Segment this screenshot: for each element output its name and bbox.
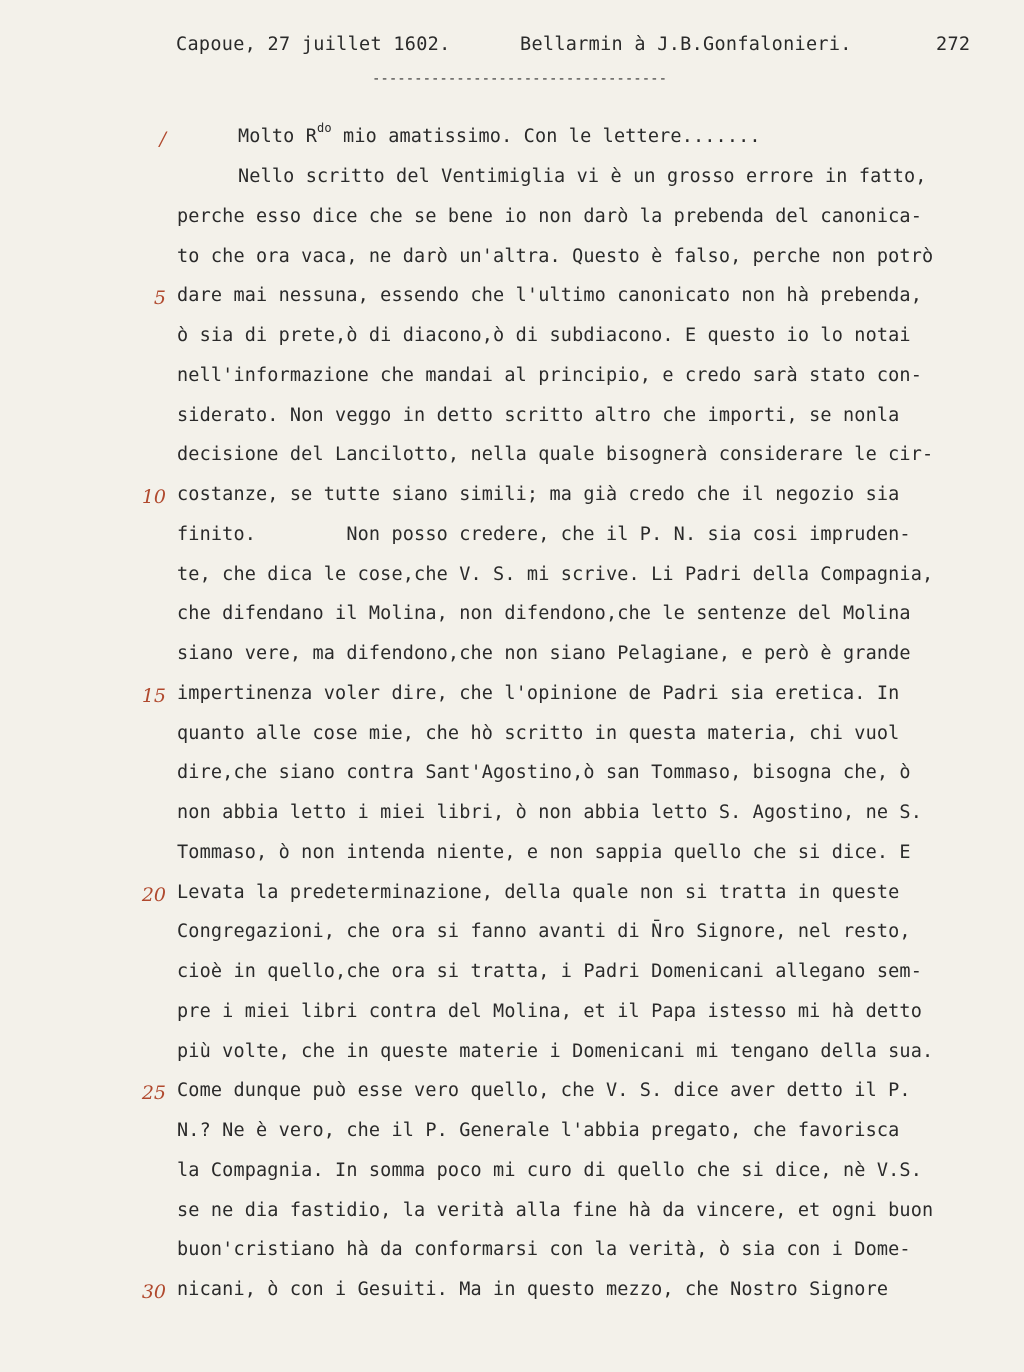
text-line <box>0 1076 1024 1106</box>
line-text: Congregazioni, che ora si fanno avanti di N̄ro Signore, nel resto, <box>177 921 911 943</box>
line-text: decisione del Lancilotto, nella quale bisognerà considerare le cir- <box>177 444 934 466</box>
line-text: Nello scritto del Ventimiglia vi è un grosso errore in fatto, <box>238 166 927 187</box>
salutation-post: mio amatissimo. Con le lettere....... <box>331 126 761 147</box>
header-rule: ----------------------------------- <box>372 72 668 86</box>
line-text: che difendano il Molina, non difendono,che le sentenze del Molina <box>177 603 911 625</box>
line-text: pre i miei libri contra del Molina, et il Papa istesso mi hà detto <box>177 1000 923 1022</box>
text-line <box>0 401 1024 431</box>
text-line <box>0 798 1024 828</box>
place-date: Capoue, 27 juillet 1602. <box>176 34 451 55</box>
line-text: impertinenza voler dire, che l'opinione de Padri sia eretica. In <box>177 682 900 704</box>
text-line <box>0 480 1024 510</box>
line-text: siano vere, ma difendono,che non siano Pelagiane, e però è grande <box>177 643 911 664</box>
line-text: dire,che siano contra Sant'Agostino,ò san Tommaso, bisogna che, ò <box>177 762 911 784</box>
text-line <box>0 281 1024 311</box>
text-line <box>0 440 1024 470</box>
text-line <box>0 878 1024 908</box>
text-line <box>0 242 1024 272</box>
line-text: più volte, che in queste materie i Domenicani mi tengano della sua. <box>177 1040 934 1062</box>
text-line <box>0 719 1024 749</box>
line-number: 5 <box>153 287 166 310</box>
text-line <box>0 1275 1024 1305</box>
line-number: 20 <box>141 883 166 906</box>
salutation <box>238 122 761 152</box>
salutation-pre: Molto R <box>238 126 318 147</box>
opening-line <box>0 122 1024 152</box>
line-text: finito. Non posso credere, che il P. N. sia cosi impruden- <box>177 523 911 545</box>
correspondents: Bellarmin à J.B.Gonfalonieri. <box>520 34 852 55</box>
text-line <box>0 639 1024 669</box>
text-line <box>0 321 1024 351</box>
line-text: nicani, ò con i Gesuiti. Ma in questo mezzo, che Nostro Signore <box>177 1279 889 1300</box>
text-line <box>0 1116 1024 1146</box>
line-text: Tommaso, ò non intenda niente, e non sappia quello che si dice. E <box>177 841 911 863</box>
line-number: 10 <box>141 486 166 508</box>
text-line <box>0 202 1024 232</box>
text-line <box>0 162 1024 192</box>
text-line <box>0 957 1024 987</box>
text-line <box>0 758 1024 788</box>
line-text: buon'cristiano hà da conformarsi con la verità, ò sia con i Dome- <box>177 1239 911 1261</box>
text-line <box>0 560 1024 590</box>
line-text: Come dunque può esse vero quello, che V. S. dice aver detto il P. <box>177 1080 911 1102</box>
text-line <box>0 520 1024 550</box>
line-text: siderato. Non veggo in detto scritto altro che importi, se nonla <box>177 404 900 426</box>
text-line <box>0 1037 1024 1067</box>
line-text: la Compagnia. In somma poco mi curo di quello che si dice, nè V.S. <box>177 1159 923 1181</box>
text-line <box>0 361 1024 391</box>
salutation-sup: do <box>317 121 332 135</box>
line-text: non abbia letto i miei libri, ò non abbia letto S. Agostino, ne S. <box>177 802 923 823</box>
line-text: ò sia di prete,ò di diacono,ò di subdiacono. E questo io lo notai <box>177 325 911 346</box>
line-text: N.? Ne è vero, che il P. Generale l'abbia pregato, che favorisca <box>177 1120 900 1141</box>
line-text: perche esso dice che se bene io non darò la prebenda del canonica- <box>177 205 923 227</box>
line-text: cioè in quello,che ora si tratta, i Padri Domenicani allegano sem- <box>177 961 923 982</box>
line-mark: / <box>159 128 166 150</box>
page-number: 272 <box>936 34 971 55</box>
text-line <box>0 1235 1024 1265</box>
line-text: nell'informazione che mandai al principio, e credo sarà stato con- <box>177 364 923 386</box>
line-number: 25 <box>141 1082 166 1105</box>
text-line <box>0 599 1024 629</box>
line-text: Levata la predeterminazione, della quale non si tratta in queste <box>177 881 900 903</box>
text-line <box>0 1196 1024 1226</box>
line-text: dare mai nessuna, essendo che l'ultimo canonicato non hà prebenda, <box>177 285 923 307</box>
text-line <box>0 997 1024 1027</box>
line-text: se ne dia fastidio, la verità alla fine hà da vincere, et ogni buon <box>177 1199 934 1221</box>
line-text: to che ora vaca, ne darò un'altra. Questo è falso, perche non potrò <box>177 245 934 267</box>
line-number: 15 <box>141 684 166 707</box>
line-text: quanto alle cose mie, che hò scritto in questa materia, chi vuol <box>177 722 900 744</box>
text-line <box>0 1156 1024 1186</box>
text-line <box>0 838 1024 868</box>
line-text: te, che dica le cose,che V. S. mi scrive. Li Padri della Compagnia, <box>177 563 934 585</box>
text-line <box>0 679 1024 709</box>
text-line <box>0 917 1024 947</box>
line-text: costanze, se tutte siano simili; ma già credo che il negozio sia <box>177 484 900 505</box>
page-header <box>176 34 976 60</box>
line-number: 30 <box>141 1281 166 1303</box>
